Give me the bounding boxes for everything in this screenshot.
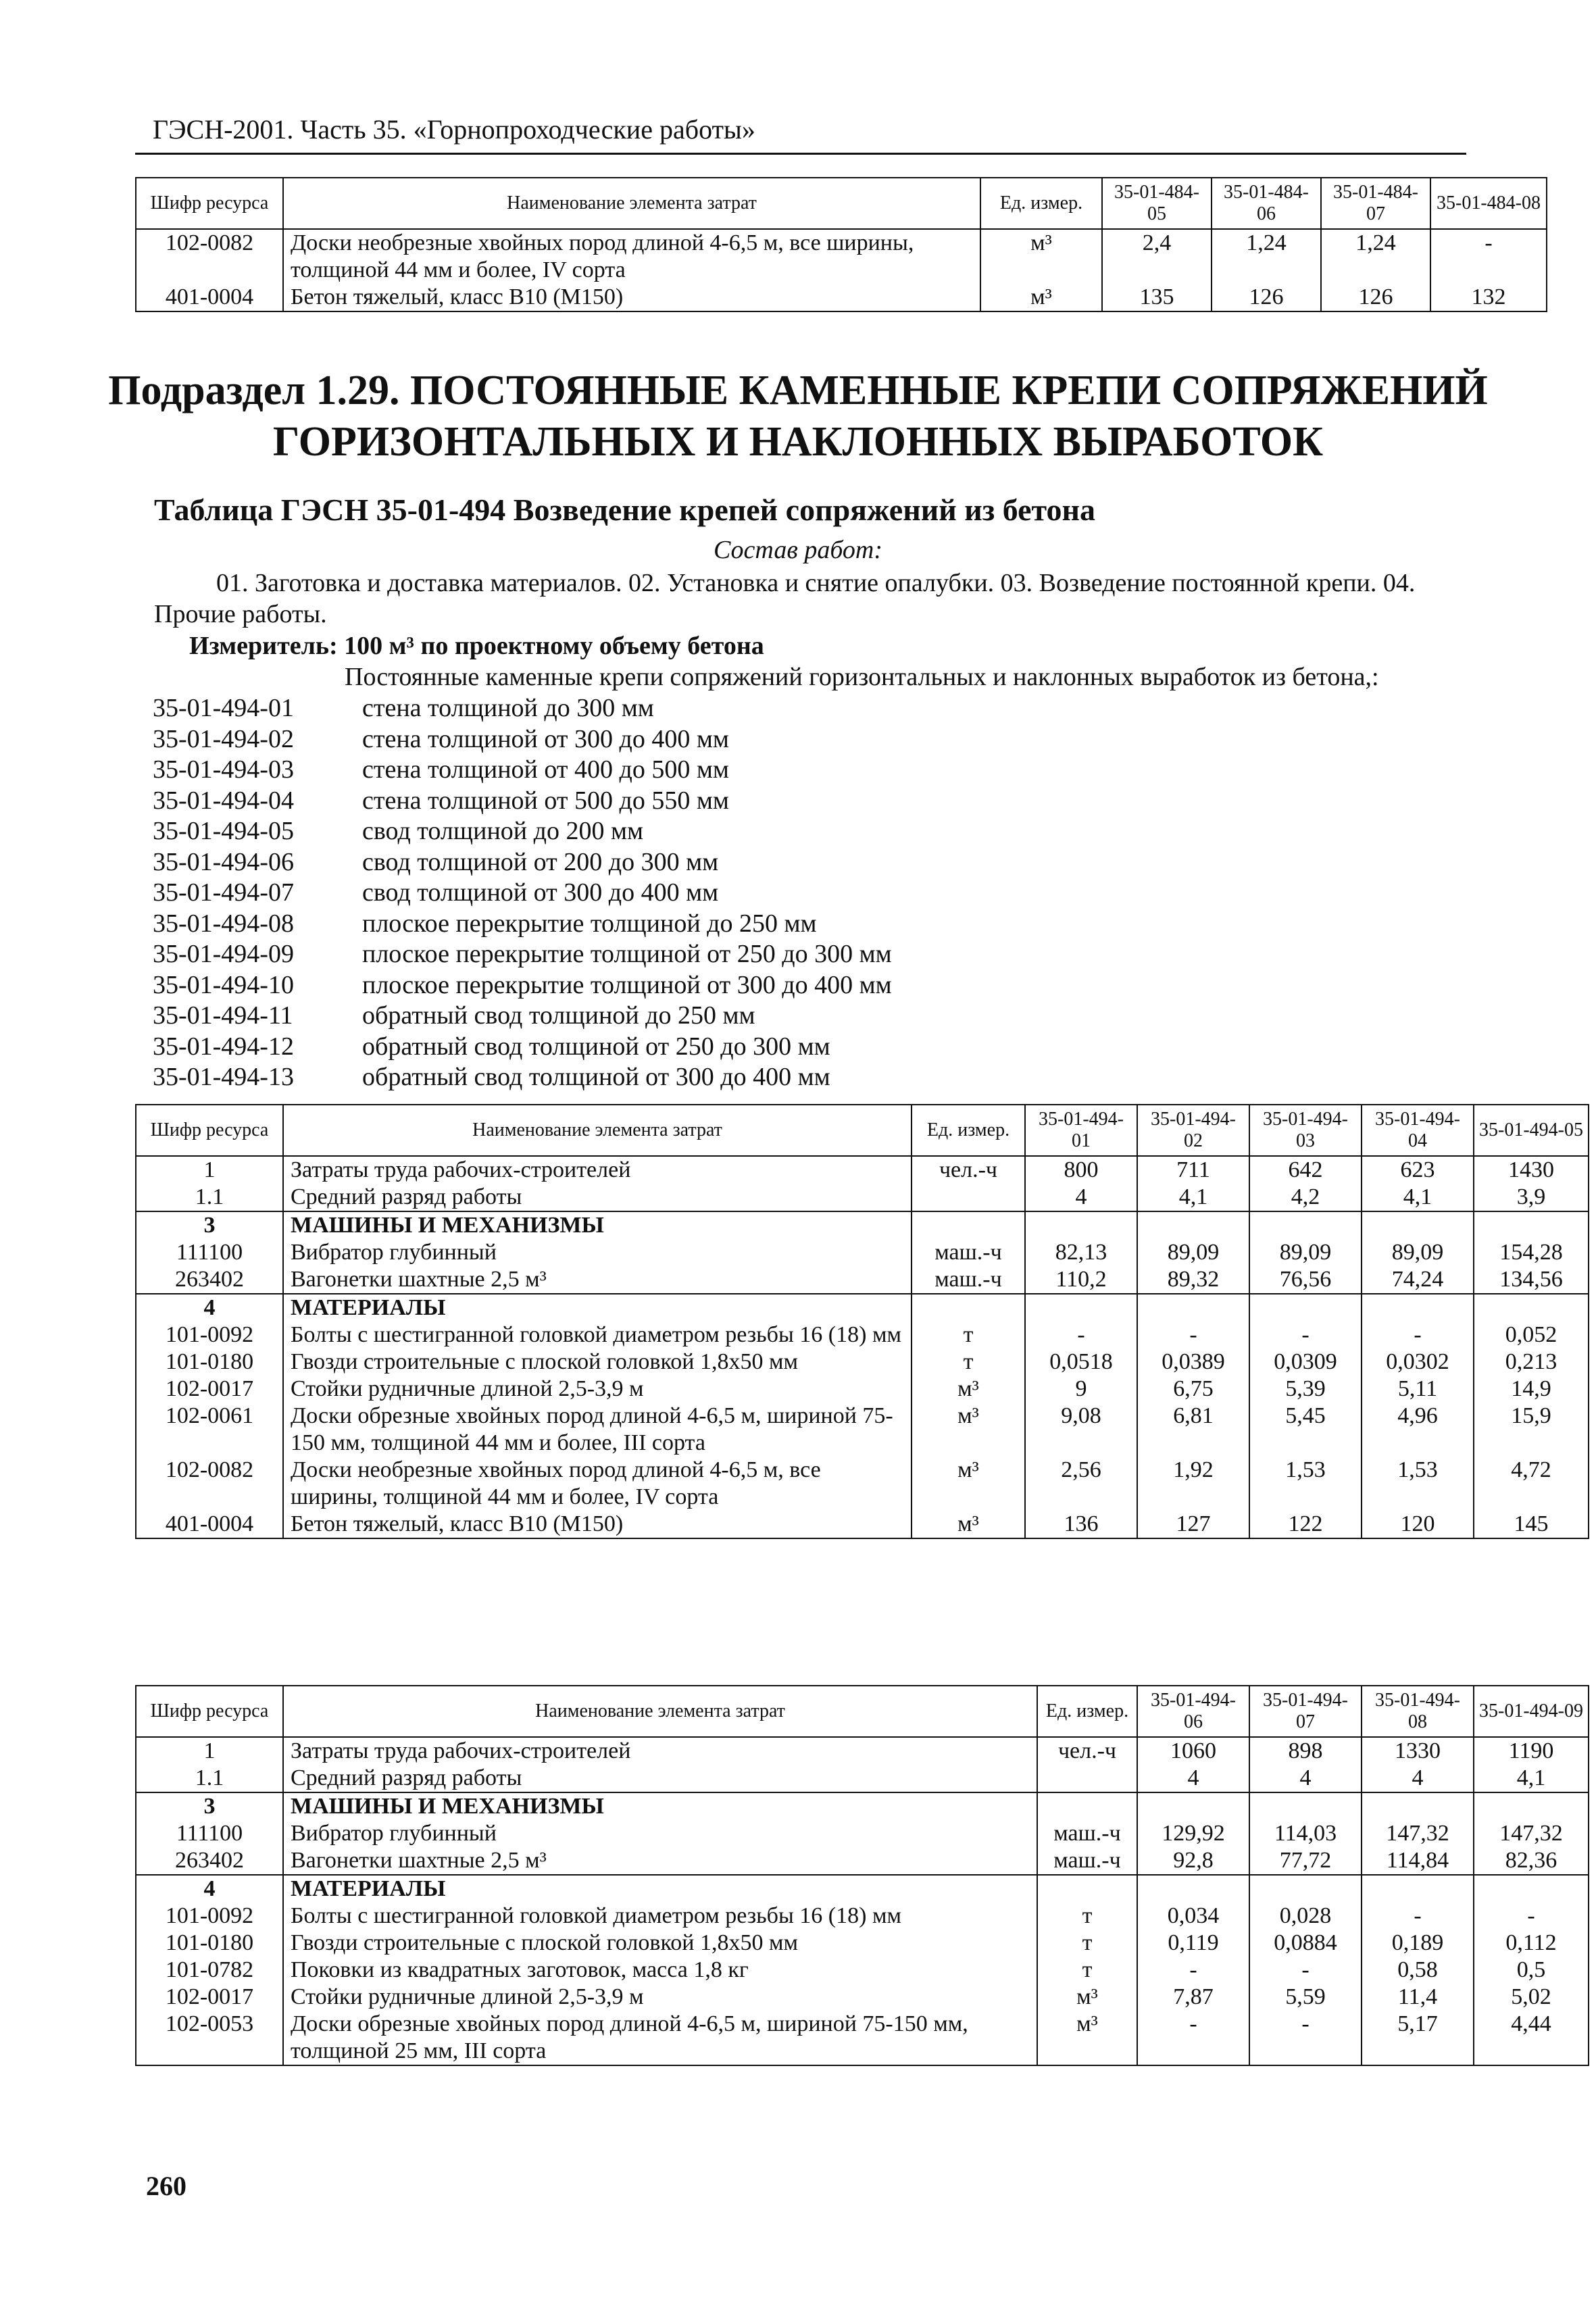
column-header-code: Шифр ресурса <box>136 1686 283 1737</box>
norm-code: 35-01-494-09 <box>153 940 294 968</box>
resource-name-cell: Доски обрезные хвойных пород длиной 4-6,5 м, шириной 75-150 мм, толщиной 25 мм, III сорта <box>283 2011 1037 2065</box>
value-cell: - <box>1362 1322 1474 1349</box>
unit-cell: м³ <box>912 1403 1025 1457</box>
table-row <box>136 1349 1589 1376</box>
value-cell: 5,02 <box>1474 1984 1589 2011</box>
value-cell: - <box>1249 1957 1362 1984</box>
value-cell: - <box>1249 2011 1362 2065</box>
norm-description: плоское перекрытие толщиной до 250 мм <box>362 909 817 938</box>
norm-list-item <box>153 786 1464 817</box>
table-row <box>136 1239 1589 1266</box>
value-cell: 1330 <box>1362 1737 1474 1765</box>
value-cell: 82,13 <box>1025 1239 1137 1266</box>
value-cell: - <box>1137 1957 1249 1984</box>
column-header-norm: 35-01-484-07 <box>1321 178 1430 229</box>
norm-list-item <box>153 693 1464 724</box>
unit-cell <box>912 1211 1025 1239</box>
value-cell: 4,2 <box>1249 1184 1362 1211</box>
resource-code-cell: 101-0092 <box>136 1903 283 1930</box>
unit-cell: т <box>1037 1957 1137 1984</box>
resource-table-494-06-09 <box>135 1685 1589 2066</box>
table-header-row <box>136 1105 1589 1156</box>
running-head: ГЭСН-2001. Часть 35. «Горнопроходческие работы» <box>153 114 755 145</box>
value-cell: 14,9 <box>1474 1376 1589 1403</box>
norm-description: плоское перекрытие толщиной от 250 до 300 мм <box>362 940 892 968</box>
value-cell: 1430 <box>1474 1156 1589 1184</box>
resource-code-cell: 101-0180 <box>136 1930 283 1957</box>
value-cell <box>1249 1875 1362 1903</box>
value-cell: 0,119 <box>1137 1930 1249 1957</box>
value-cell: 1190 <box>1474 1737 1589 1765</box>
value-cell: 1,53 <box>1362 1457 1474 1511</box>
column-header-unit: Ед. измер. <box>1037 1686 1137 1737</box>
value-cell: 1,53 <box>1249 1457 1362 1511</box>
value-cell: 122 <box>1249 1511 1362 1538</box>
resource-code-cell: 102-0082 <box>136 1457 283 1511</box>
value-cell <box>1474 1792 1589 1820</box>
table-row <box>136 1984 1589 2011</box>
resource-table-continued <box>135 177 1547 312</box>
value-cell <box>1249 1211 1362 1239</box>
unit-cell: маш.-ч <box>912 1239 1025 1266</box>
norm-description: стена толщиной от 500 до 550 мм <box>362 786 729 815</box>
resource-code-cell: 101-0782 <box>136 1957 283 1984</box>
table-row <box>136 1903 1589 1930</box>
resource-name-cell: МАШИНЫ И МЕХАНИЗМЫ <box>283 1792 1037 1820</box>
resource-code-cell: 263402 <box>136 1266 283 1294</box>
norm-list-item <box>153 847 1464 878</box>
unit-cell: м³ <box>912 1457 1025 1511</box>
resource-name-cell: МАТЕРИАЛЫ <box>283 1875 1037 1903</box>
value-cell: 2,4 <box>1102 229 1212 284</box>
resource-code-cell: 101-0092 <box>136 1322 283 1349</box>
value-cell: 11,4 <box>1362 1984 1474 2011</box>
table-title: Таблица ГЭСН 35-01-494 Возведение крепей сопряжений из бетона <box>154 493 1096 527</box>
value-cell: 4,72 <box>1474 1457 1589 1511</box>
value-cell: 4,1 <box>1474 1765 1589 1792</box>
value-cell <box>1362 1792 1474 1820</box>
column-header-norm: 35-01-484-05 <box>1102 178 1212 229</box>
norm-description: обратный свод толщиной от 300 до 400 мм <box>362 1063 830 1091</box>
resource-name-cell: Затраты труда рабочих-строителей <box>283 1737 1037 1765</box>
unit-cell: т <box>1037 1930 1137 1957</box>
resource-code-cell: 401-0004 <box>136 284 283 311</box>
table-row <box>136 1294 1589 1322</box>
value-cell <box>1474 1211 1589 1239</box>
value-cell: 4,1 <box>1137 1184 1249 1211</box>
value-cell: 154,28 <box>1474 1239 1589 1266</box>
value-cell: 89,32 <box>1137 1266 1249 1294</box>
table-row <box>136 1847 1589 1875</box>
resource-code-cell: 1.1 <box>136 1184 283 1211</box>
table-row <box>136 284 1547 311</box>
table-row <box>136 1322 1589 1349</box>
norm-code: 35-01-494-02 <box>153 724 294 753</box>
subsection-heading-line: ГОРИЗОНТАЛЬНЫХ И НАКЛОННЫХ ВЫРАБОТОК <box>272 419 1324 465</box>
resource-code-cell: 102-0061 <box>136 1403 283 1457</box>
value-cell: 4,44 <box>1474 2011 1589 2065</box>
value-cell: 136 <box>1025 1511 1137 1538</box>
table-row <box>136 1957 1589 1984</box>
value-cell: 89,09 <box>1137 1239 1249 1266</box>
norm-code: 35-01-494-01 <box>153 694 294 722</box>
norm-description: стена толщиной от 300 до 400 мм <box>362 724 729 753</box>
value-cell <box>1362 1294 1474 1322</box>
resource-code-cell: 4 <box>136 1875 283 1903</box>
norm-code: 35-01-494-04 <box>153 786 294 815</box>
value-cell: 4,1 <box>1362 1184 1474 1211</box>
resource-name-cell: Затраты труда рабочих-строителей <box>283 1156 912 1184</box>
norm-list-item <box>153 970 1464 1001</box>
value-cell: 110,2 <box>1025 1266 1137 1294</box>
value-cell: 120 <box>1362 1511 1474 1538</box>
value-cell: - <box>1249 1322 1362 1349</box>
value-cell: 127 <box>1137 1511 1249 1538</box>
value-cell: 114,84 <box>1362 1847 1474 1875</box>
value-cell: 0,58 <box>1362 1957 1474 1984</box>
value-cell: 114,03 <box>1249 1820 1362 1847</box>
norm-code: 35-01-494-07 <box>153 878 294 907</box>
unit-cell <box>912 1294 1025 1322</box>
unit-cell: т <box>1037 1903 1137 1930</box>
value-cell: 623 <box>1362 1156 1474 1184</box>
value-cell: - <box>1137 1322 1249 1349</box>
value-cell: 0,0518 <box>1025 1349 1137 1376</box>
value-cell: 1,24 <box>1212 229 1321 284</box>
value-cell: 0,189 <box>1362 1930 1474 1957</box>
value-cell: 800 <box>1025 1156 1137 1184</box>
value-cell: 0,034 <box>1137 1903 1249 1930</box>
norm-description: свод толщиной от 200 до 300 мм <box>362 847 719 876</box>
unit-cell: маш.-ч <box>1037 1847 1137 1875</box>
norm-code: 35-01-494-11 <box>153 1001 293 1030</box>
unit-cell: т <box>912 1322 1025 1349</box>
resource-code-cell: 401-0004 <box>136 1511 283 1538</box>
value-cell: 3,9 <box>1474 1184 1589 1211</box>
subsection-heading <box>0 365 1596 468</box>
norm-description: свод толщиной до 200 мм <box>362 817 644 845</box>
value-cell: 126 <box>1321 284 1430 311</box>
table-row <box>136 1875 1589 1903</box>
resource-code-cell: 102-0053 <box>136 2011 283 2065</box>
resource-name-cell: Гвозди строительные с плоской головкой 1,8x50 мм <box>283 1930 1037 1957</box>
value-cell: 0,0309 <box>1249 1349 1362 1376</box>
norm-code: 35-01-494-08 <box>153 909 294 938</box>
resource-name-cell: Поковки из квадратных заготовок, масса 1,8 кг <box>283 1957 1037 1984</box>
norm-code: 35-01-494-13 <box>153 1063 294 1091</box>
resource-name-cell: Болты с шестигранной головкой диаметром резьбы 16 (18) мм <box>283 1903 1037 1930</box>
value-cell: 1,92 <box>1137 1457 1249 1511</box>
value-cell: 0,028 <box>1249 1903 1362 1930</box>
unit-cell: т <box>912 1349 1025 1376</box>
value-cell <box>1474 1294 1589 1322</box>
value-cell: 5,39 <box>1249 1376 1362 1403</box>
norm-list-item <box>153 939 1464 970</box>
norm-code: 35-01-494-12 <box>153 1032 294 1061</box>
norm-description: стена толщиной от 400 до 500 мм <box>362 755 729 784</box>
resource-name-cell: Доски необрезные хвойных пород длиной 4-6,5 м, все ширины, толщиной 44 мм и более, IV сорта <box>283 229 980 284</box>
unit-cell: м³ <box>912 1376 1025 1403</box>
measurer: Измеритель: 100 м³ по проектному объему бетона <box>189 632 764 660</box>
table-row <box>136 1930 1589 1957</box>
value-cell: 5,45 <box>1249 1403 1362 1457</box>
resource-name-cell: Стойки рудничные длиной 2,5-3,9 м <box>283 1984 1037 2011</box>
resource-name-cell: Средний разряд работы <box>283 1184 912 1211</box>
value-cell: 4 <box>1137 1765 1249 1792</box>
norm-code: 35-01-494-05 <box>153 817 294 845</box>
resource-name-cell: МАШИНЫ И МЕХАНИЗМЫ <box>283 1211 912 1239</box>
value-cell: 135 <box>1102 284 1212 311</box>
value-cell: 1060 <box>1137 1737 1249 1765</box>
value-cell: 4 <box>1249 1765 1362 1792</box>
value-cell: 4 <box>1025 1184 1137 1211</box>
value-cell <box>1137 1792 1249 1820</box>
resource-code-cell: 102-0017 <box>136 1984 283 2011</box>
column-header-norm: 35-01-494-08 <box>1362 1686 1474 1737</box>
norm-description: обратный свод толщиной от 250 до 300 мм <box>362 1032 830 1061</box>
column-header-norm: 35-01-494-03 <box>1249 1105 1362 1156</box>
resource-name-cell: Вибратор глубинный <box>283 1239 912 1266</box>
value-cell: 147,32 <box>1362 1820 1474 1847</box>
value-cell: 77,72 <box>1249 1847 1362 1875</box>
table-row <box>136 1156 1589 1184</box>
value-cell <box>1249 1792 1362 1820</box>
norm-list-item <box>153 909 1464 940</box>
table-row <box>136 229 1547 284</box>
resource-code-cell: 3 <box>136 1792 283 1820</box>
resource-name-cell: Вагонетки шахтные 2,5 м³ <box>283 1266 912 1294</box>
unit-cell <box>1037 1792 1137 1820</box>
value-cell: 76,56 <box>1249 1266 1362 1294</box>
column-header-norm: 35-01-494-04 <box>1362 1105 1474 1156</box>
resource-code-cell: 101-0180 <box>136 1349 283 1376</box>
value-cell: 89,09 <box>1362 1239 1474 1266</box>
resource-name-cell: Гвозди строительные с плоской головкой 1,8x50 мм <box>283 1349 912 1376</box>
norm-code: 35-01-494-03 <box>153 755 294 784</box>
value-cell: 15,9 <box>1474 1403 1589 1457</box>
norm-list <box>153 693 1464 1093</box>
value-cell: - <box>1474 1903 1589 1930</box>
value-cell: 0,0389 <box>1137 1349 1249 1376</box>
column-header-norm: 35-01-484-06 <box>1212 178 1321 229</box>
value-cell <box>1474 1875 1589 1903</box>
resource-name-cell: Вибратор глубинный <box>283 1820 1037 1847</box>
unit-cell: маш.-ч <box>912 1266 1025 1294</box>
value-cell: 4,96 <box>1362 1403 1474 1457</box>
resource-code-cell: 111100 <box>136 1239 283 1266</box>
column-header-norm: 35-01-494-06 <box>1137 1686 1249 1737</box>
value-cell: 9 <box>1025 1376 1137 1403</box>
column-header-name: Наименование элемента затрат <box>283 1686 1037 1737</box>
table-row <box>136 1765 1589 1792</box>
value-cell: 145 <box>1474 1511 1589 1538</box>
value-cell: 129,92 <box>1137 1820 1249 1847</box>
value-cell: 642 <box>1249 1156 1362 1184</box>
value-cell: 5,17 <box>1362 2011 1474 2065</box>
resource-name-cell: Бетон тяжелый, класс B10 (М150) <box>283 1511 912 1538</box>
value-cell: 898 <box>1249 1737 1362 1765</box>
value-cell <box>1362 1875 1474 1903</box>
composition-label: Состав работ: <box>713 536 883 564</box>
value-cell <box>1137 1875 1249 1903</box>
table-row <box>136 2011 1589 2065</box>
table-row <box>136 1211 1589 1239</box>
norm-list-intro: Постоянные каменные крепи сопряжений горизонтальных и наклонных выработок из бетона,: <box>345 663 1379 691</box>
table-row <box>136 1376 1589 1403</box>
header-rule <box>135 153 1466 155</box>
unit-cell: чел.-ч <box>912 1156 1025 1184</box>
resource-name-cell: МАТЕРИАЛЫ <box>283 1294 912 1322</box>
value-cell <box>1025 1211 1137 1239</box>
table-row <box>136 1184 1589 1211</box>
value-cell: 2,56 <box>1025 1457 1137 1511</box>
unit-cell: м³ <box>1037 1984 1137 2011</box>
value-cell: 147,32 <box>1474 1820 1589 1847</box>
value-cell: 0,213 <box>1474 1349 1589 1376</box>
unit-cell <box>1037 1875 1137 1903</box>
column-header-unit: Ед. измер. <box>912 1105 1025 1156</box>
value-cell: 0,5 <box>1474 1957 1589 1984</box>
unit-cell <box>1037 1765 1137 1792</box>
table-header-row <box>136 1686 1589 1737</box>
value-cell: - <box>1362 1903 1474 1930</box>
value-cell: 0,0884 <box>1249 1930 1362 1957</box>
resource-name-cell: Бетон тяжелый, класс B10 (М150) <box>283 284 980 311</box>
unit-cell: м³ <box>980 229 1102 284</box>
column-header-norm: 35-01-494-07 <box>1249 1686 1362 1737</box>
resource-name-cell: Доски обрезные хвойных пород длиной 4-6,5 м, шириной 75-150 мм, толщиной 44 мм и более, III сорта <box>283 1403 912 1457</box>
page-number: 260 <box>146 2171 186 2201</box>
norm-code: 35-01-494-10 <box>153 970 294 999</box>
norm-list-item <box>153 1001 1464 1032</box>
unit-cell: м³ <box>980 284 1102 311</box>
value-cell: - <box>1430 229 1547 284</box>
value-cell: 82,36 <box>1474 1847 1589 1875</box>
value-cell: 5,59 <box>1249 1984 1362 2011</box>
value-cell: 89,09 <box>1249 1239 1362 1266</box>
value-cell: 0,112 <box>1474 1930 1589 1957</box>
value-cell: 7,87 <box>1137 1984 1249 2011</box>
resource-code-cell: 102-0082 <box>136 229 283 284</box>
column-header-code: Шифр ресурса <box>136 178 283 229</box>
norm-description: стена толщиной до 300 мм <box>362 694 654 722</box>
resource-name-cell: Стойки рудничные длиной 2,5-3,9 м <box>283 1376 912 1403</box>
value-cell <box>1025 1294 1137 1322</box>
resource-name-cell: Вагонетки шахтные 2,5 м³ <box>283 1847 1037 1875</box>
subsection-heading-line: Подраздел 1.29. ПОСТОЯННЫЕ КАМЕННЫЕ КРЕПИ СОПРЯЖЕНИЙ <box>108 368 1488 413</box>
norm-list-item <box>153 1062 1464 1093</box>
resource-name-cell: Доски необрезные хвойных пород длиной 4-6,5 м, все ширины, толщиной 44 мм и более, IV сорта <box>283 1457 912 1511</box>
table-header-row <box>136 178 1547 229</box>
unit-cell: чел.-ч <box>1037 1737 1137 1765</box>
value-cell: 134,56 <box>1474 1266 1589 1294</box>
resource-code-cell: 263402 <box>136 1847 283 1875</box>
column-header-norm: 35-01-494-02 <box>1137 1105 1249 1156</box>
value-cell <box>1249 1294 1362 1322</box>
resource-code-cell: 3 <box>136 1211 283 1239</box>
composition-text: 01. Заготовка и доставка материалов. 02. Установка и снятие опалубки. 03. Возведение постоянной крепи. 04. Прочие работы. <box>154 569 1416 628</box>
column-header-norm: 35-01-484-08 <box>1430 178 1547 229</box>
column-header-norm: 35-01-494-09 <box>1474 1686 1589 1737</box>
value-cell: - <box>1025 1322 1137 1349</box>
column-header-name: Наименование элемента затрат <box>283 178 980 229</box>
value-cell: 711 <box>1137 1156 1249 1184</box>
norm-list-item <box>153 755 1464 786</box>
value-cell: 126 <box>1212 284 1321 311</box>
value-cell: 1,24 <box>1321 229 1430 284</box>
table-row <box>136 1820 1589 1847</box>
value-cell <box>1362 1211 1474 1239</box>
column-header-name: Наименование элемента затрат <box>283 1105 912 1156</box>
norm-description: плоское перекрытие толщиной от 300 до 400 мм <box>362 970 892 999</box>
unit-cell: м³ <box>912 1511 1025 1538</box>
value-cell: 9,08 <box>1025 1403 1137 1457</box>
value-cell: 132 <box>1430 284 1547 311</box>
value-cell <box>1137 1211 1249 1239</box>
norm-description: свод толщиной от 300 до 400 мм <box>362 878 719 907</box>
table-row <box>136 1511 1589 1538</box>
column-header-norm: 35-01-494-05 <box>1474 1105 1589 1156</box>
resource-code-cell: 4 <box>136 1294 283 1322</box>
value-cell: - <box>1137 2011 1249 2065</box>
norm-description: обратный свод толщиной до 250 мм <box>362 1001 755 1030</box>
value-cell: 0,0302 <box>1362 1349 1474 1376</box>
resource-name-cell: Болты с шестигранной головкой диаметром резьбы 16 (18) мм <box>283 1322 912 1349</box>
norm-list-item <box>153 724 1464 755</box>
resource-code-cell: 111100 <box>136 1820 283 1847</box>
value-cell: 6,81 <box>1137 1403 1249 1457</box>
value-cell: 0,052 <box>1474 1322 1589 1349</box>
resource-code-cell: 1 <box>136 1737 283 1765</box>
norm-list-item <box>153 816 1464 847</box>
table-row <box>136 1737 1589 1765</box>
resource-code-cell: 1.1 <box>136 1765 283 1792</box>
value-cell: 6,75 <box>1137 1376 1249 1403</box>
resource-name-cell: Средний разряд работы <box>283 1765 1037 1792</box>
unit-cell: маш.-ч <box>1037 1820 1137 1847</box>
column-header-norm: 35-01-494-01 <box>1025 1105 1137 1156</box>
resource-table-494-01-05 <box>135 1104 1589 1539</box>
value-cell: 92,8 <box>1137 1847 1249 1875</box>
unit-cell <box>912 1184 1025 1211</box>
unit-cell: м³ <box>1037 2011 1137 2065</box>
value-cell: 4 <box>1362 1765 1474 1792</box>
norm-code: 35-01-494-06 <box>153 847 294 876</box>
column-header-code: Шифр ресурса <box>136 1105 283 1156</box>
column-header-unit: Ед. измер. <box>980 178 1102 229</box>
resource-code-cell: 1 <box>136 1156 283 1184</box>
table-row <box>136 1266 1589 1294</box>
norm-list-item <box>153 1032 1464 1063</box>
value-cell: 74,24 <box>1362 1266 1474 1294</box>
resource-code-cell: 102-0017 <box>136 1376 283 1403</box>
table-row <box>136 1403 1589 1457</box>
norm-list-item <box>153 878 1464 909</box>
value-cell: 5,11 <box>1362 1376 1474 1403</box>
table-row <box>136 1792 1589 1820</box>
table-row <box>136 1457 1589 1511</box>
value-cell <box>1137 1294 1249 1322</box>
